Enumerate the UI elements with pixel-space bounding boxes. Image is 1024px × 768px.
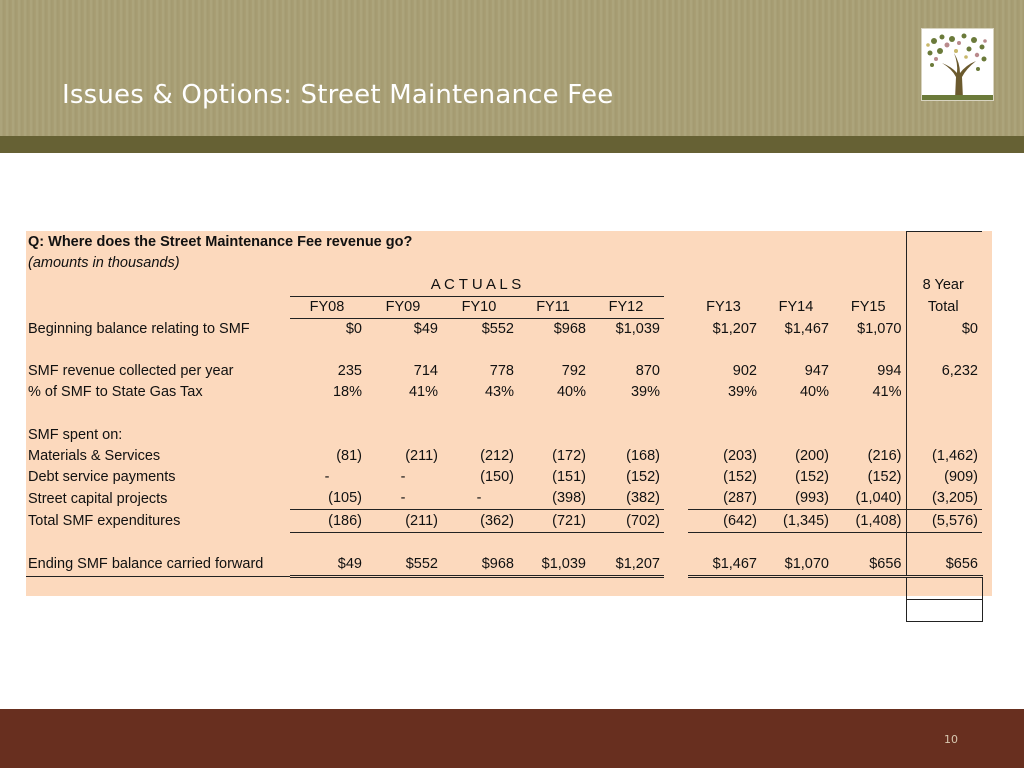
table-cell: (168) — [626, 447, 660, 464]
table-cell: 40% — [799, 384, 829, 401]
table-cell: 870 — [635, 363, 660, 380]
table-cell: (1,040) — [833, 488, 906, 510]
table-row-spent-on — [26, 425, 982, 446]
table-cell-total: (5,576) — [906, 510, 982, 532]
table-cell: $1,467 — [784, 320, 829, 337]
units-note: (amounts in thousands) — [28, 255, 180, 272]
table-cell: (211) — [366, 510, 442, 532]
fee-table-panel — [26, 231, 992, 596]
row-label: Street capital projects — [28, 490, 168, 507]
table-cell-total — [906, 382, 982, 403]
col-header-fy13: FY13 — [706, 298, 741, 315]
col-header-fy09: FY09 — [366, 296, 442, 318]
actuals-header-row — [26, 274, 982, 296]
col-header-fy12: FY12 — [590, 296, 664, 318]
table-cell-total: 6,232 — [941, 363, 978, 380]
table-cell: (81) — [336, 447, 362, 464]
table-cell: (362) — [442, 510, 518, 532]
table-cell: - — [400, 469, 406, 486]
table-cell: $656 — [833, 554, 906, 577]
row-label: Ending SMF balance carried forward — [26, 554, 290, 577]
table-cell: $1,467 — [688, 554, 761, 577]
table-cell: (152) — [833, 467, 906, 488]
col-header-fy10: FY10 — [442, 296, 518, 318]
total-header-line1: 8 Year — [922, 276, 964, 293]
col-header-fy14: FY14 — [778, 298, 814, 315]
col-header-fy11: FY11 — [518, 296, 590, 318]
row-label: SMF revenue collected per year — [28, 363, 234, 380]
table-cell-total: $656 — [906, 554, 982, 577]
table-cell: (211) — [405, 447, 438, 464]
spacer-row — [26, 532, 982, 554]
table-cell: $1,039 — [518, 554, 590, 577]
table-row-revenue — [26, 361, 982, 382]
table-row-pct-gas-tax — [26, 382, 982, 403]
table-cell: (200) — [795, 447, 829, 464]
table-cell: $552 — [366, 554, 442, 577]
row-label: Total SMF expenditures — [28, 512, 181, 529]
spacer-row — [26, 404, 982, 425]
table-cell: $0 — [290, 318, 366, 340]
table-cell-total: (3,205) — [906, 488, 982, 510]
actuals-header: A C T U A L S — [430, 276, 522, 294]
table-row-capital-projects — [26, 488, 982, 510]
table-cell: (152) — [626, 469, 660, 486]
table-cell: (186) — [290, 510, 366, 532]
spacer-row — [26, 577, 982, 600]
col-header-fy15: FY15 — [833, 296, 906, 318]
table-cell: 902 — [732, 363, 757, 380]
col-header-fy08: FY08 — [290, 296, 366, 318]
table-cell: $49 — [366, 318, 442, 340]
table-cell: (216) — [833, 446, 906, 467]
table-cell: (212) — [480, 447, 514, 464]
table-cell: (1,345) — [761, 510, 833, 532]
table-cell: $1,207 — [590, 554, 664, 577]
table-cell: (721) — [518, 510, 590, 532]
table-cell: - — [324, 469, 330, 486]
table-cell: (287) — [688, 488, 761, 510]
table-cell: 778 — [489, 363, 514, 380]
total-header-line2: Total — [927, 298, 959, 315]
column-header-row — [26, 296, 982, 318]
table-cell-total: $0 — [961, 320, 978, 337]
table-cell: (1,408) — [833, 510, 906, 532]
table-cell: 18% — [332, 384, 362, 401]
table-cell: 41% — [833, 382, 906, 403]
row-label: Debt service payments — [28, 469, 176, 486]
table-cell: 43% — [484, 384, 514, 401]
units-row — [26, 253, 982, 274]
table-cell: 39% — [727, 384, 757, 401]
table-cell: $1,070 — [833, 318, 906, 340]
table-cell: (642) — [688, 510, 761, 532]
bottom-row — [26, 600, 982, 622]
table-cell: (105) — [290, 488, 366, 510]
table-cell: - — [366, 488, 442, 510]
table-cell: (150) — [480, 469, 514, 486]
table-cell: $968 — [442, 554, 518, 577]
table-cell: (702) — [590, 510, 664, 532]
tree-logo-icon — [921, 28, 994, 101]
slide-title: Issues & Options: Street Maintenance Fee — [62, 80, 614, 110]
table-cell: 40% — [556, 384, 586, 401]
table-row-beginning-balance — [26, 318, 982, 340]
slide-footer — [0, 709, 1024, 768]
table-row-ending-balance — [26, 554, 982, 577]
table-row-materials — [26, 446, 982, 467]
table-cell-total: (1,462) — [932, 447, 978, 464]
page-number: 10 — [944, 733, 958, 746]
table-cell: $1,039 — [590, 318, 664, 340]
table-cell: (151) — [552, 469, 586, 486]
table-row-debt-service — [26, 467, 982, 488]
table-cell: 792 — [561, 363, 586, 380]
table-cell: (382) — [590, 488, 664, 510]
table-cell: 235 — [337, 363, 362, 380]
table-cell: 714 — [413, 363, 438, 380]
header-divider — [0, 136, 1024, 153]
table-cell: $49 — [290, 554, 366, 577]
section-label: SMF spent on: — [28, 426, 123, 443]
table-cell: (203) — [723, 447, 757, 464]
row-label: Beginning balance relating to SMF — [28, 320, 250, 337]
table-cell: $552 — [442, 318, 518, 340]
table-cell: 994 — [833, 361, 906, 382]
table-row-total-expenditures — [26, 510, 982, 532]
slide-header — [0, 0, 1024, 138]
table-cell: 41% — [408, 384, 438, 401]
table-question: Q: Where does the Street Maintenance Fee revenue go? — [28, 233, 413, 250]
table-cell: (993) — [761, 488, 833, 510]
table-cell: (172) — [552, 447, 586, 464]
table-cell: - — [442, 488, 518, 510]
table-cell: (152) — [795, 469, 829, 486]
table-cell: (152) — [723, 469, 757, 486]
fee-table — [26, 231, 983, 622]
question-row — [26, 232, 982, 254]
table-cell: 39% — [630, 384, 660, 401]
table-cell-total: (909) — [944, 469, 978, 486]
table-cell: $968 — [518, 318, 590, 340]
table-cell: (398) — [518, 488, 590, 510]
spacer-row — [26, 340, 982, 361]
table-cell: 947 — [804, 363, 829, 380]
row-label: Materials & Services — [28, 447, 161, 464]
table-cell: $1,070 — [761, 554, 833, 577]
row-label: % of SMF to State Gas Tax — [28, 384, 203, 401]
table-cell: $1,207 — [712, 320, 757, 337]
